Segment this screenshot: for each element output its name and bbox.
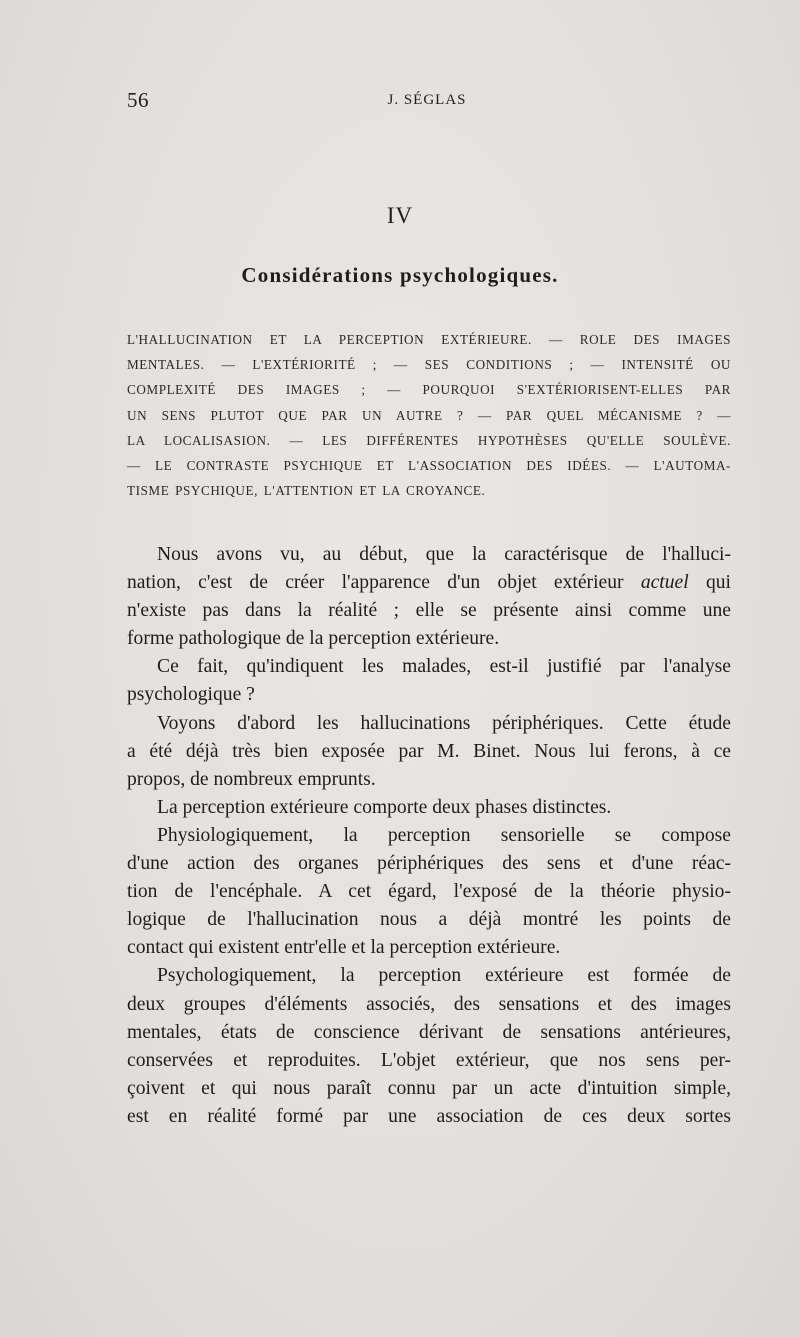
body-line: La perception extérieure comporte deux phases distinctes.	[157, 796, 612, 818]
running-head: J. SÉGLAS	[387, 92, 467, 108]
body-line: tion de l'encéphale. A cet égard, l'exposé de la théorie physio-	[127, 881, 731, 903]
chapter-summary	[127, 327, 731, 503]
body-line: n'existe pas dans la réalité ; elle se présente ainsi comme une	[127, 600, 731, 622]
summary-line: COMPLEXITÉ DES IMAGES ; — POURQUOI S'EXTÉRIORISENT-ELLES PAR	[127, 382, 731, 398]
chapter-number: IV	[386, 203, 414, 228]
body-text	[127, 541, 731, 1131]
summary-line: TISME PSYCHIQUE, L'ATTENTION ET LA CROYANCE.	[127, 483, 486, 499]
body-line: Nous avons vu, au début, que la caractérisque de l'halluci-	[157, 544, 731, 565]
body-line: Physiologiquement, la perception sensorielle se compose	[157, 824, 731, 846]
body-line: Ce fait, qu'indiquent les malades, est-il justifié par l'analyse	[157, 656, 731, 678]
summary-line: — LE CONTRASTE PSYCHIQUE ET L'ASSOCIATION DES IDÉES. — L'AUTOMA-	[127, 457, 731, 473]
body-line: deux groupes d'éléments associés, des sensations et des images	[127, 993, 731, 1015]
summary-line: UN SENS PLUTOT QUE PAR UN AUTRE ? — PAR QUEL MÉCANISME ? —	[127, 407, 731, 423]
page-header	[127, 88, 727, 118]
body-line: nation, c'est de créer l'apparence d'un objet extérieur actuel qui	[127, 572, 732, 594]
body-line: çoivent et qui nous paraît connu par un acte d'intuition simple,	[127, 1077, 731, 1099]
summary-line: L'HALLUCINATION ET LA PERCEPTION EXTÉRIEURE. — ROLE DES IMAGES	[127, 332, 731, 347]
body-line: contact qui existent entr'elle et la perception extérieure.	[127, 937, 561, 959]
body-line: conservées et reproduites. L'objet extérieur, que nos sens per-	[127, 1049, 731, 1071]
body-line: Voyons d'abord les hallucinations périphériques. Cette étude	[157, 712, 731, 734]
chapter-title: Considérations psychologiques.	[241, 263, 559, 287]
body-line: a été déjà très bien exposée par M. Binet. Nous lui ferons, à ce	[127, 740, 731, 762]
body-line: forme pathologique de la perception extérieure.	[127, 628, 500, 650]
body-line: propos, de nombreux emprunts.	[127, 768, 376, 790]
emphasis: actuel	[640, 572, 689, 594]
summary-line: MENTALES. — L'EXTÉRIORITÉ ; — SES CONDITIONS ; — INTENSITÉ OU	[127, 357, 731, 373]
body-line: Psychologiquement, la perception extérieure est formée de	[157, 965, 731, 987]
body-line: psychologique ?	[127, 684, 255, 706]
body-line: mentales, états de conscience dérivant de sensations antérieures,	[127, 1021, 731, 1043]
page-number: 56	[127, 88, 149, 112]
body-line: est en réalité formé par une association de ces deux sortes	[127, 1105, 731, 1127]
summary-line: LA LOCALISASION. — LES DIFFÉRENTES HYPOTHÈSES QU'ELLE SOULÈVE.	[127, 432, 731, 448]
body-line: d'une action des organes périphériques des sens et d'une réac-	[127, 853, 731, 875]
body-line: logique de l'hallucination nous a déjà montré les points de	[127, 909, 731, 931]
